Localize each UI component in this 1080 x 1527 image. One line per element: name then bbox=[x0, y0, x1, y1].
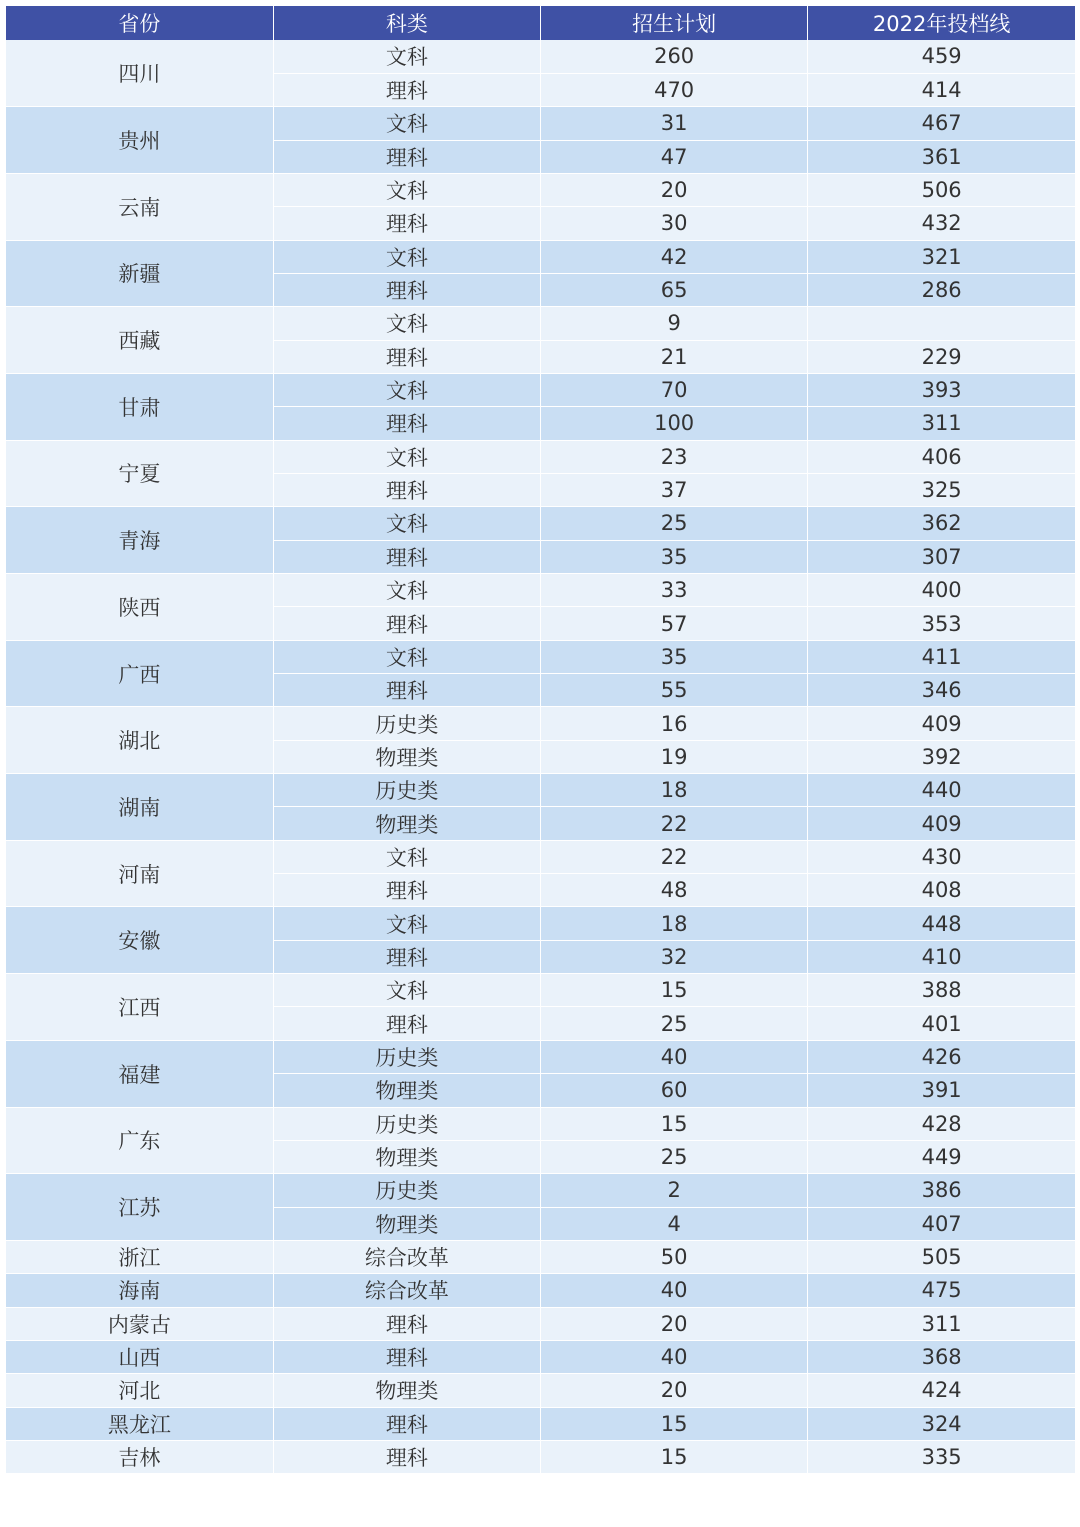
score-cell: 400 bbox=[808, 574, 1075, 607]
score-cell: 409 bbox=[808, 707, 1075, 740]
province-cell: 江西 bbox=[6, 974, 273, 1041]
subject-cell: 理科 bbox=[273, 607, 540, 640]
subject-cell: 物理类 bbox=[273, 1074, 540, 1107]
plan-cell: 40 bbox=[541, 1274, 808, 1307]
score-cell: 414 bbox=[808, 73, 1075, 106]
plan-cell: 25 bbox=[541, 507, 808, 540]
subject-cell: 文科 bbox=[273, 907, 540, 940]
score-cell: 393 bbox=[808, 373, 1075, 406]
subject-cell: 文科 bbox=[273, 107, 540, 140]
score-cell: 325 bbox=[808, 473, 1075, 506]
plan-cell: 48 bbox=[541, 874, 808, 907]
plan-cell: 2 bbox=[541, 1174, 808, 1207]
score-cell: 311 bbox=[808, 407, 1075, 440]
plan-cell: 55 bbox=[541, 674, 808, 707]
table-row bbox=[6, 107, 1075, 140]
subject-cell: 理科 bbox=[273, 874, 540, 907]
plan-cell: 470 bbox=[541, 73, 808, 106]
score-cell: 335 bbox=[808, 1440, 1075, 1473]
subject-cell: 理科 bbox=[273, 73, 540, 106]
score-cell: 368 bbox=[808, 1340, 1075, 1373]
plan-cell: 20 bbox=[541, 1374, 808, 1407]
subject-cell: 物理类 bbox=[273, 740, 540, 773]
province-cell: 甘肃 bbox=[6, 373, 273, 440]
province-cell: 浙江 bbox=[6, 1240, 273, 1273]
score-cell: 475 bbox=[808, 1274, 1075, 1307]
subject-cell: 物理类 bbox=[273, 1374, 540, 1407]
plan-cell: 30 bbox=[541, 207, 808, 240]
table-row bbox=[6, 440, 1075, 473]
plan-cell: 40 bbox=[541, 1040, 808, 1073]
subject-cell: 物理类 bbox=[273, 807, 540, 840]
subject-cell: 文科 bbox=[273, 440, 540, 473]
province-cell: 青海 bbox=[6, 507, 273, 574]
table-row bbox=[6, 173, 1075, 206]
province-cell: 河北 bbox=[6, 1374, 273, 1407]
province-cell: 广西 bbox=[6, 640, 273, 707]
province-cell: 安徽 bbox=[6, 907, 273, 974]
subject-cell: 物理类 bbox=[273, 1207, 540, 1240]
plan-cell: 15 bbox=[541, 1440, 808, 1473]
score-cell: 505 bbox=[808, 1240, 1075, 1273]
score-cell: 311 bbox=[808, 1307, 1075, 1340]
score-cell: 362 bbox=[808, 507, 1075, 540]
province-cell: 新疆 bbox=[6, 240, 273, 307]
score-cell: 321 bbox=[808, 240, 1075, 273]
table-row bbox=[6, 373, 1075, 406]
subject-cell: 文科 bbox=[273, 574, 540, 607]
score-cell: 449 bbox=[808, 1140, 1075, 1173]
subject-cell: 文科 bbox=[273, 373, 540, 406]
table-row bbox=[6, 1274, 1075, 1307]
table-row bbox=[6, 240, 1075, 273]
header-subject-type: 科类 bbox=[273, 6, 540, 40]
subject-cell: 理科 bbox=[273, 340, 540, 373]
plan-cell: 20 bbox=[541, 1307, 808, 1340]
province-cell: 湖南 bbox=[6, 774, 273, 841]
table-row bbox=[6, 1240, 1075, 1273]
score-cell: 411 bbox=[808, 640, 1075, 673]
score-cell: 324 bbox=[808, 1407, 1075, 1440]
province-cell: 河南 bbox=[6, 840, 273, 907]
plan-cell: 15 bbox=[541, 1107, 808, 1140]
province-cell: 陕西 bbox=[6, 574, 273, 641]
score-cell: 448 bbox=[808, 907, 1075, 940]
score-cell: 286 bbox=[808, 273, 1075, 306]
plan-cell: 23 bbox=[541, 440, 808, 473]
subject-cell: 理科 bbox=[273, 540, 540, 573]
table-row bbox=[6, 840, 1075, 873]
plan-cell: 15 bbox=[541, 1407, 808, 1440]
province-cell: 四川 bbox=[6, 40, 273, 107]
subject-cell: 理科 bbox=[273, 1307, 540, 1340]
subject-cell: 综合改革 bbox=[273, 1274, 540, 1307]
subject-cell: 文科 bbox=[273, 974, 540, 1007]
score-cell: 424 bbox=[808, 1374, 1075, 1407]
province-cell: 福建 bbox=[6, 1040, 273, 1107]
plan-cell: 31 bbox=[541, 107, 808, 140]
table-row bbox=[6, 974, 1075, 1007]
subject-cell: 理科 bbox=[273, 940, 540, 973]
plan-cell: 22 bbox=[541, 840, 808, 873]
subject-cell: 文科 bbox=[273, 840, 540, 873]
score-cell: 430 bbox=[808, 840, 1075, 873]
score-cell: 229 bbox=[808, 340, 1075, 373]
score-cell: 401 bbox=[808, 1007, 1075, 1040]
subject-cell: 理科 bbox=[273, 1407, 540, 1440]
plan-cell: 33 bbox=[541, 574, 808, 607]
score-cell: 386 bbox=[808, 1174, 1075, 1207]
plan-cell: 16 bbox=[541, 707, 808, 740]
subject-cell: 物理类 bbox=[273, 1140, 540, 1173]
score-cell bbox=[808, 307, 1075, 340]
plan-cell: 25 bbox=[541, 1140, 808, 1173]
score-cell: 361 bbox=[808, 140, 1075, 173]
score-cell: 307 bbox=[808, 540, 1075, 573]
admission-plan-table bbox=[6, 6, 1075, 1474]
subject-cell: 历史类 bbox=[273, 1040, 540, 1073]
plan-cell: 57 bbox=[541, 607, 808, 640]
subject-cell: 理科 bbox=[273, 674, 540, 707]
subject-cell: 文科 bbox=[273, 507, 540, 540]
subject-cell: 文科 bbox=[273, 307, 540, 340]
header-enrollment-plan: 招生计划 bbox=[541, 6, 808, 40]
table-row bbox=[6, 1407, 1075, 1440]
table-row bbox=[6, 1307, 1075, 1340]
header-admission-line: 2022年投档线 bbox=[808, 6, 1075, 40]
table-body bbox=[6, 40, 1075, 1474]
plan-cell: 22 bbox=[541, 807, 808, 840]
table-row bbox=[6, 1174, 1075, 1207]
plan-cell: 32 bbox=[541, 940, 808, 973]
subject-cell: 理科 bbox=[273, 140, 540, 173]
province-cell: 内蒙古 bbox=[6, 1307, 273, 1340]
plan-cell: 47 bbox=[541, 140, 808, 173]
score-cell: 428 bbox=[808, 1107, 1075, 1140]
plan-cell: 20 bbox=[541, 173, 808, 206]
subject-cell: 文科 bbox=[273, 240, 540, 273]
subject-cell: 文科 bbox=[273, 40, 540, 73]
province-cell: 山西 bbox=[6, 1340, 273, 1373]
score-cell: 408 bbox=[808, 874, 1075, 907]
plan-cell: 40 bbox=[541, 1340, 808, 1373]
plan-cell: 18 bbox=[541, 774, 808, 807]
score-cell: 459 bbox=[808, 40, 1075, 73]
table-row bbox=[6, 1340, 1075, 1373]
table-row bbox=[6, 574, 1075, 607]
subject-cell: 理科 bbox=[273, 1340, 540, 1373]
plan-cell: 18 bbox=[541, 907, 808, 940]
plan-cell: 100 bbox=[541, 407, 808, 440]
score-cell: 391 bbox=[808, 1074, 1075, 1107]
table-row bbox=[6, 640, 1075, 673]
subject-cell: 理科 bbox=[273, 207, 540, 240]
table-row bbox=[6, 1040, 1075, 1073]
table-row bbox=[6, 40, 1075, 73]
subject-cell: 理科 bbox=[273, 407, 540, 440]
plan-cell: 60 bbox=[541, 1074, 808, 1107]
province-cell: 西藏 bbox=[6, 307, 273, 374]
province-cell: 江苏 bbox=[6, 1174, 273, 1241]
plan-cell: 4 bbox=[541, 1207, 808, 1240]
subject-cell: 文科 bbox=[273, 173, 540, 206]
score-cell: 409 bbox=[808, 807, 1075, 840]
score-cell: 388 bbox=[808, 974, 1075, 1007]
plan-cell: 37 bbox=[541, 473, 808, 506]
score-cell: 407 bbox=[808, 1207, 1075, 1240]
subject-cell: 综合改革 bbox=[273, 1240, 540, 1273]
score-cell: 426 bbox=[808, 1040, 1075, 1073]
province-cell: 吉林 bbox=[6, 1440, 273, 1473]
subject-cell: 历史类 bbox=[273, 774, 540, 807]
subject-cell: 文科 bbox=[273, 640, 540, 673]
plan-cell: 65 bbox=[541, 273, 808, 306]
score-cell: 353 bbox=[808, 607, 1075, 640]
plan-cell: 35 bbox=[541, 540, 808, 573]
province-cell: 广东 bbox=[6, 1107, 273, 1174]
plan-cell: 35 bbox=[541, 640, 808, 673]
subject-cell: 理科 bbox=[273, 1440, 540, 1473]
table-row bbox=[6, 774, 1075, 807]
plan-cell: 21 bbox=[541, 340, 808, 373]
province-cell: 海南 bbox=[6, 1274, 273, 1307]
subject-cell: 理科 bbox=[273, 1007, 540, 1040]
table-row bbox=[6, 707, 1075, 740]
score-cell: 440 bbox=[808, 774, 1075, 807]
plan-cell: 42 bbox=[541, 240, 808, 273]
table-row bbox=[6, 1374, 1075, 1407]
province-cell: 湖北 bbox=[6, 707, 273, 774]
score-cell: 410 bbox=[808, 940, 1075, 973]
table-row bbox=[6, 1107, 1075, 1140]
subject-cell: 历史类 bbox=[273, 1107, 540, 1140]
province-cell: 黑龙江 bbox=[6, 1407, 273, 1440]
subject-cell: 理科 bbox=[273, 473, 540, 506]
score-cell: 392 bbox=[808, 740, 1075, 773]
score-cell: 467 bbox=[808, 107, 1075, 140]
table-row bbox=[6, 307, 1075, 340]
score-cell: 432 bbox=[808, 207, 1075, 240]
plan-cell: 9 bbox=[541, 307, 808, 340]
header-row bbox=[6, 6, 1075, 40]
score-cell: 406 bbox=[808, 440, 1075, 473]
plan-cell: 70 bbox=[541, 373, 808, 406]
subject-cell: 历史类 bbox=[273, 1174, 540, 1207]
subject-cell: 理科 bbox=[273, 273, 540, 306]
score-cell: 506 bbox=[808, 173, 1075, 206]
table-row bbox=[6, 507, 1075, 540]
province-cell: 贵州 bbox=[6, 107, 273, 174]
table-header bbox=[6, 6, 1075, 40]
score-cell: 346 bbox=[808, 674, 1075, 707]
header-province: 省份 bbox=[6, 6, 273, 40]
plan-cell: 19 bbox=[541, 740, 808, 773]
table-row bbox=[6, 1440, 1075, 1473]
province-cell: 宁夏 bbox=[6, 440, 273, 507]
plan-cell: 260 bbox=[541, 40, 808, 73]
province-cell: 云南 bbox=[6, 173, 273, 240]
plan-cell: 15 bbox=[541, 974, 808, 1007]
table-row bbox=[6, 907, 1075, 940]
plan-cell: 50 bbox=[541, 1240, 808, 1273]
subject-cell: 历史类 bbox=[273, 707, 540, 740]
plan-cell: 25 bbox=[541, 1007, 808, 1040]
